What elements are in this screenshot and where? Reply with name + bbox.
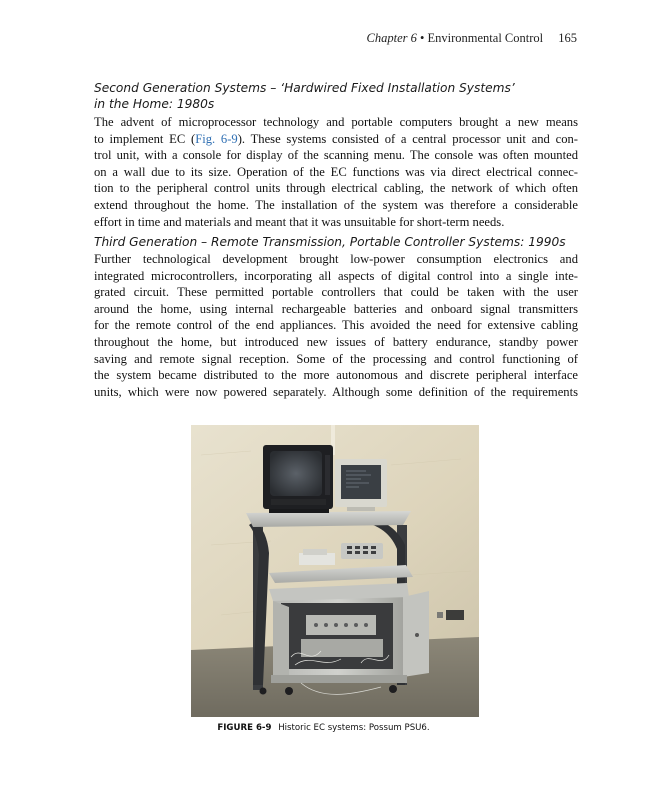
text-fragment: to implement EC ( — [94, 131, 196, 146]
paragraph-line: Further technological development brought low-power consumption electronics and — [94, 252, 578, 266]
section-heading-third-generation: Third Generation – Remote Transmission, Portable Controller Systems: 1990s — [94, 235, 566, 249]
paragraph-third-generation — [94, 251, 578, 400]
paragraph-line: for the remote control of the end appliances. This avoided the need for extensive cabling — [94, 318, 578, 333]
paragraph-line: on a wall due to its size. Operation of the EC functions was via direct electrical connec- — [94, 164, 578, 179]
figure-reference-link[interactable]: Fig. 6-9 — [195, 131, 238, 146]
paragraph-line: grated circuit. These permitted portable controllers that could be taken with the user — [94, 285, 578, 300]
paragraph-line: the system became distributed to the more autonomous and discrete peripheral interface — [94, 368, 578, 383]
paragraph-line: integrated microcontrollers, incorporating all aspects of digital control into a single inte- — [94, 268, 578, 283]
paragraph-line: tion to the peripheral control units through electrical cabling, the network of which often — [94, 181, 578, 196]
page-number: 165 — [558, 31, 577, 45]
figure-photo-possum-psu6 — [191, 425, 479, 717]
section-heading-line: in the Home: 1980s — [94, 97, 215, 111]
text-fragment: ). These systems consisted of a central processor unit and con- — [237, 131, 578, 146]
paragraph-line: extend throughout the home. The installation of the system was therefore a considerable — [94, 197, 578, 212]
paragraph-line: effort in time and materials and meant that it was unsuitable for short-term needs. — [94, 214, 505, 229]
figure-caption-text: Historic EC systems: Possum PSU6. — [278, 723, 430, 733]
photo-illustration — [191, 425, 479, 717]
paragraph-line: throughout the home, but introduced new issues of battery endurance, standby power — [94, 334, 578, 349]
running-head-bullet: • — [420, 31, 425, 45]
figure-label: FIGURE 6-9 — [217, 723, 272, 733]
paragraph-line: trol unit, with a console for display of the scanning menu. The console was often mounted — [94, 148, 578, 163]
section-heading-second-generation — [94, 80, 584, 112]
paragraph-line — [94, 131, 578, 148]
running-head-chapter: Chapter 6 — [366, 31, 417, 45]
paragraph-second-generation — [94, 114, 578, 230]
section-heading-line: Second Generation Systems – ‘Hardwired Fixed Installation Systems’ — [94, 81, 515, 95]
figure-caption — [0, 723, 647, 733]
paragraph-line: The advent of microprocessor technology and portable computers brought a new means — [94, 115, 578, 129]
paragraph-line: around the home, using internal rechargeable batteries and onboard signal transmitters — [94, 301, 578, 316]
paragraph-line: saving and remote signal reception. Some of the processing and control functioning of — [94, 351, 578, 366]
running-head-section: Environmental Control — [427, 31, 544, 45]
running-head — [367, 31, 577, 46]
paragraph-line: units, which were now powered separately. Although some definition of the requirements — [94, 384, 578, 399]
